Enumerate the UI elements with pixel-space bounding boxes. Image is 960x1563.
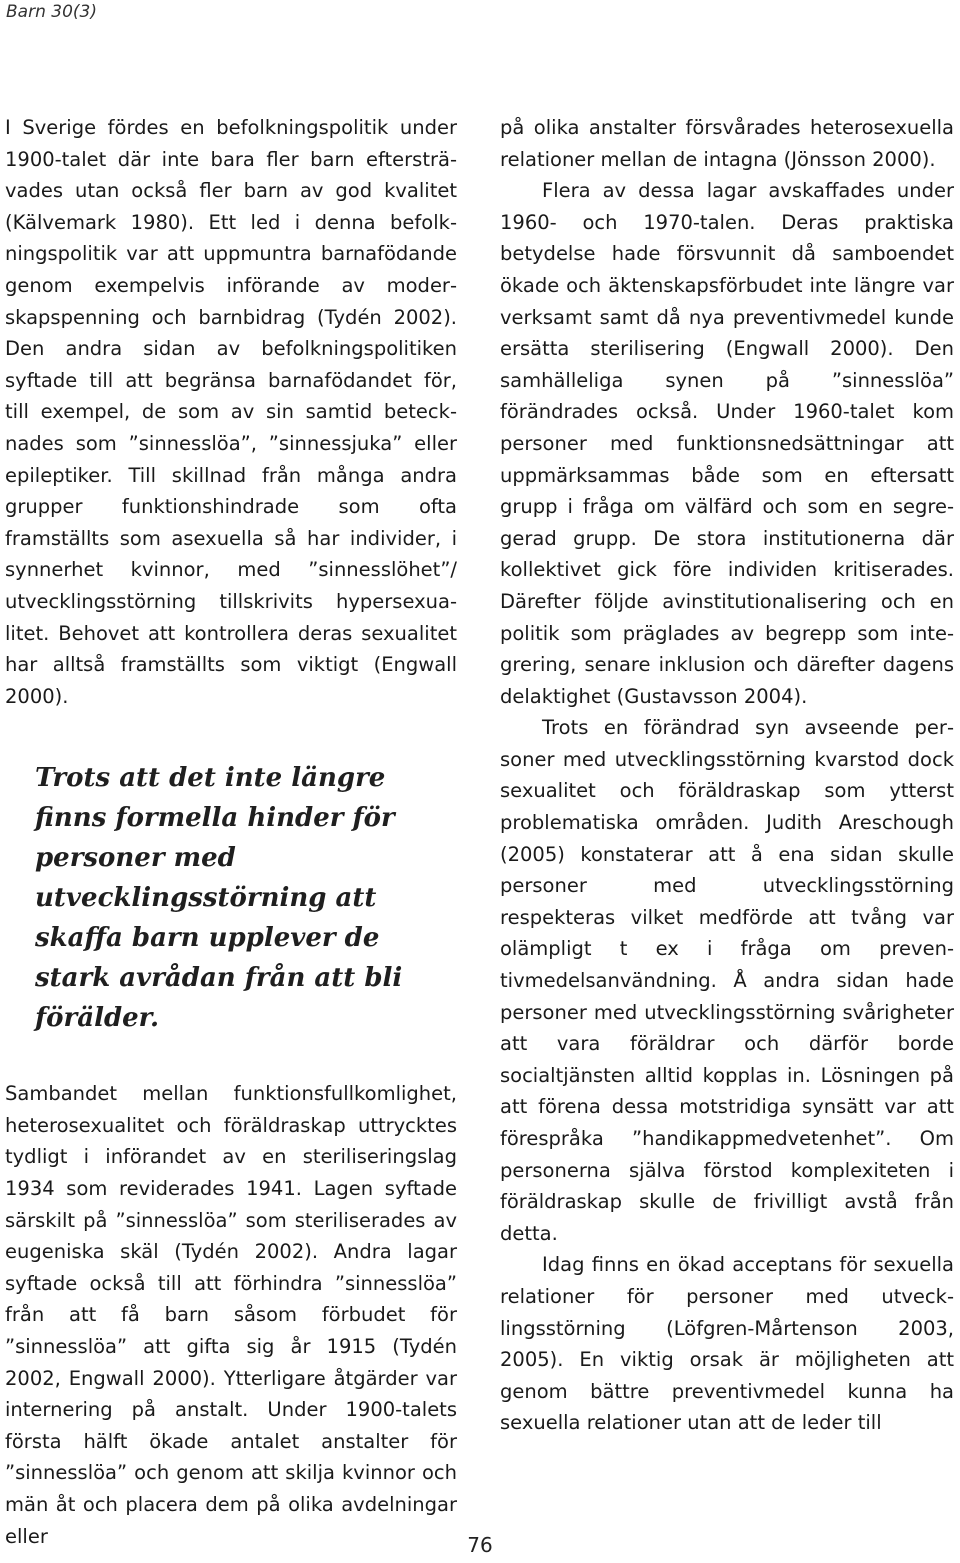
pull-quote: Trots att det inte längre finns formella hinder för personer med utvecklingsstörning att skaffa barn upplever de stark avrådan från att bli förälder. [35,763,403,1034]
left-paragraph-2: Sambandet mellan funktionsfullkomlighet, heterosexualitet och föräldraskap uttrycktes tydligt i införandet av en steriliseringslag 1934 som reviderades 1941. Lagen syftade särskilt på ”sinnesslöa” som steriliserades av eugeniska skäl (Tydén 2002). Andra lagar syftade också till att förhindra ”sinnesslöa” från att få barn såsom förbudet för ”sinnesslöa” att gifta sig år 1915 (Tydén 2002, Engwall 2000). Ytterligare åtgärder var internering på anstalt. Under 1900-talets första hälft ökade antalet anstalter för ”sinnesslöa” och genom att skilja kvinnor och män åt och placera dem på olika avdelningar eller [5,1082,457,1548]
running-header: Barn 30(3) [6,2,97,22]
left-paragraph-1: I Sverige fördes en befolkningspolitik under 1900-talet där inte bara fler barn eftersträvades utan också fler barn av god kvalitet (Kälvemark 1980). Ett led i denna befolkningspolitik var att uppmuntra barnafödande genom exempelvis införande av moderskapspenning och barnbidrag (Tydén 2002). Den andra sidan av befolkningspolitiken syftade till att begränsa barnafödandet för, till exempel, de som av sin samtid betecknades som ”sinnesslöa”, ”sinnessjuka” eller epileptiker. Till skillnad från många andra grupper funktionshindrade som ofta framställts som asexuella så har individer, i synnerhet kvinnor, med ”sinnesslöhet”/ utvecklingsstörning tillskrivits hypersexualitet. Behovet att kontrollera deras sexualitet har alltså framställts som viktigt (Engwall 2000). [5,116,457,708]
left-column [5,112,457,1552]
page-number: 76 [467,1533,493,1557]
right-paragraph-1: på olika anstalter försvårades heterosexuella relationer mellan de intagna (Jönsson 2000). [500,116,954,171]
right-paragraph-2: Flera av dessa lagar avskaffades under 1960- och 1970-talen. Deras praktiska betydelse hade försvunnit då samboendet ökade och äktenskapsförbudet inte längre var verksamt samt då nya preventivmedel kunde ersätta sterilisering (Engwall 2000). Den samhälleliga synen på ”sinnesslöa” förändrades också. Under 1960-talet kom personer med funktionsnedsättningar att uppmärksammas både som en eftersatt grupp i fråga om välfärd och som en segregerad grupp. De stora institutionerna där kollektivet gick före individen kritiserades. Därefter följde avinstitutionalisering och en politik som präglades av begrepp som integrering, senare inklusion och därefter dagens delaktighet (Gustavsson 2004). [500,179,954,708]
right-paragraph-3: Trots en förändrad syn avseende personer med utvecklingsstörning kvarstod dock sexualitet och föräldraskap som ytterst problematiska områden. Judith Areschough (2005) konstaterar att å ena sidan skulle personer med utvecklingsstörning respekteras vilket medförde att tvång var olämpligt t ex i fråga om preventivmedelsanvändning. Å andra sidan hade personer med utvecklingsstörning svårigheter att vara föräldrar och därför borde socialtjänsten alltid kopplas in. Lösningen på att förena dessa motstridiga synsätt var att förespråka ”handikappmedvetenhet”. Om personerna själva förstod komplexiteten i föräldraskap skulle de frivilligt avstå från detta. [500,716,954,1245]
right-column [500,112,954,1439]
right-paragraph-4: Idag finns en ökad acceptans för sexuella relationer för personer med utvecklingsstörning (Löfgren-Mårtenson 2003, 2005). En viktig orsak är möjligheten att genom bättre preventivmedel kunna ha sexuella relationer utan att de leder till [500,1253,954,1435]
